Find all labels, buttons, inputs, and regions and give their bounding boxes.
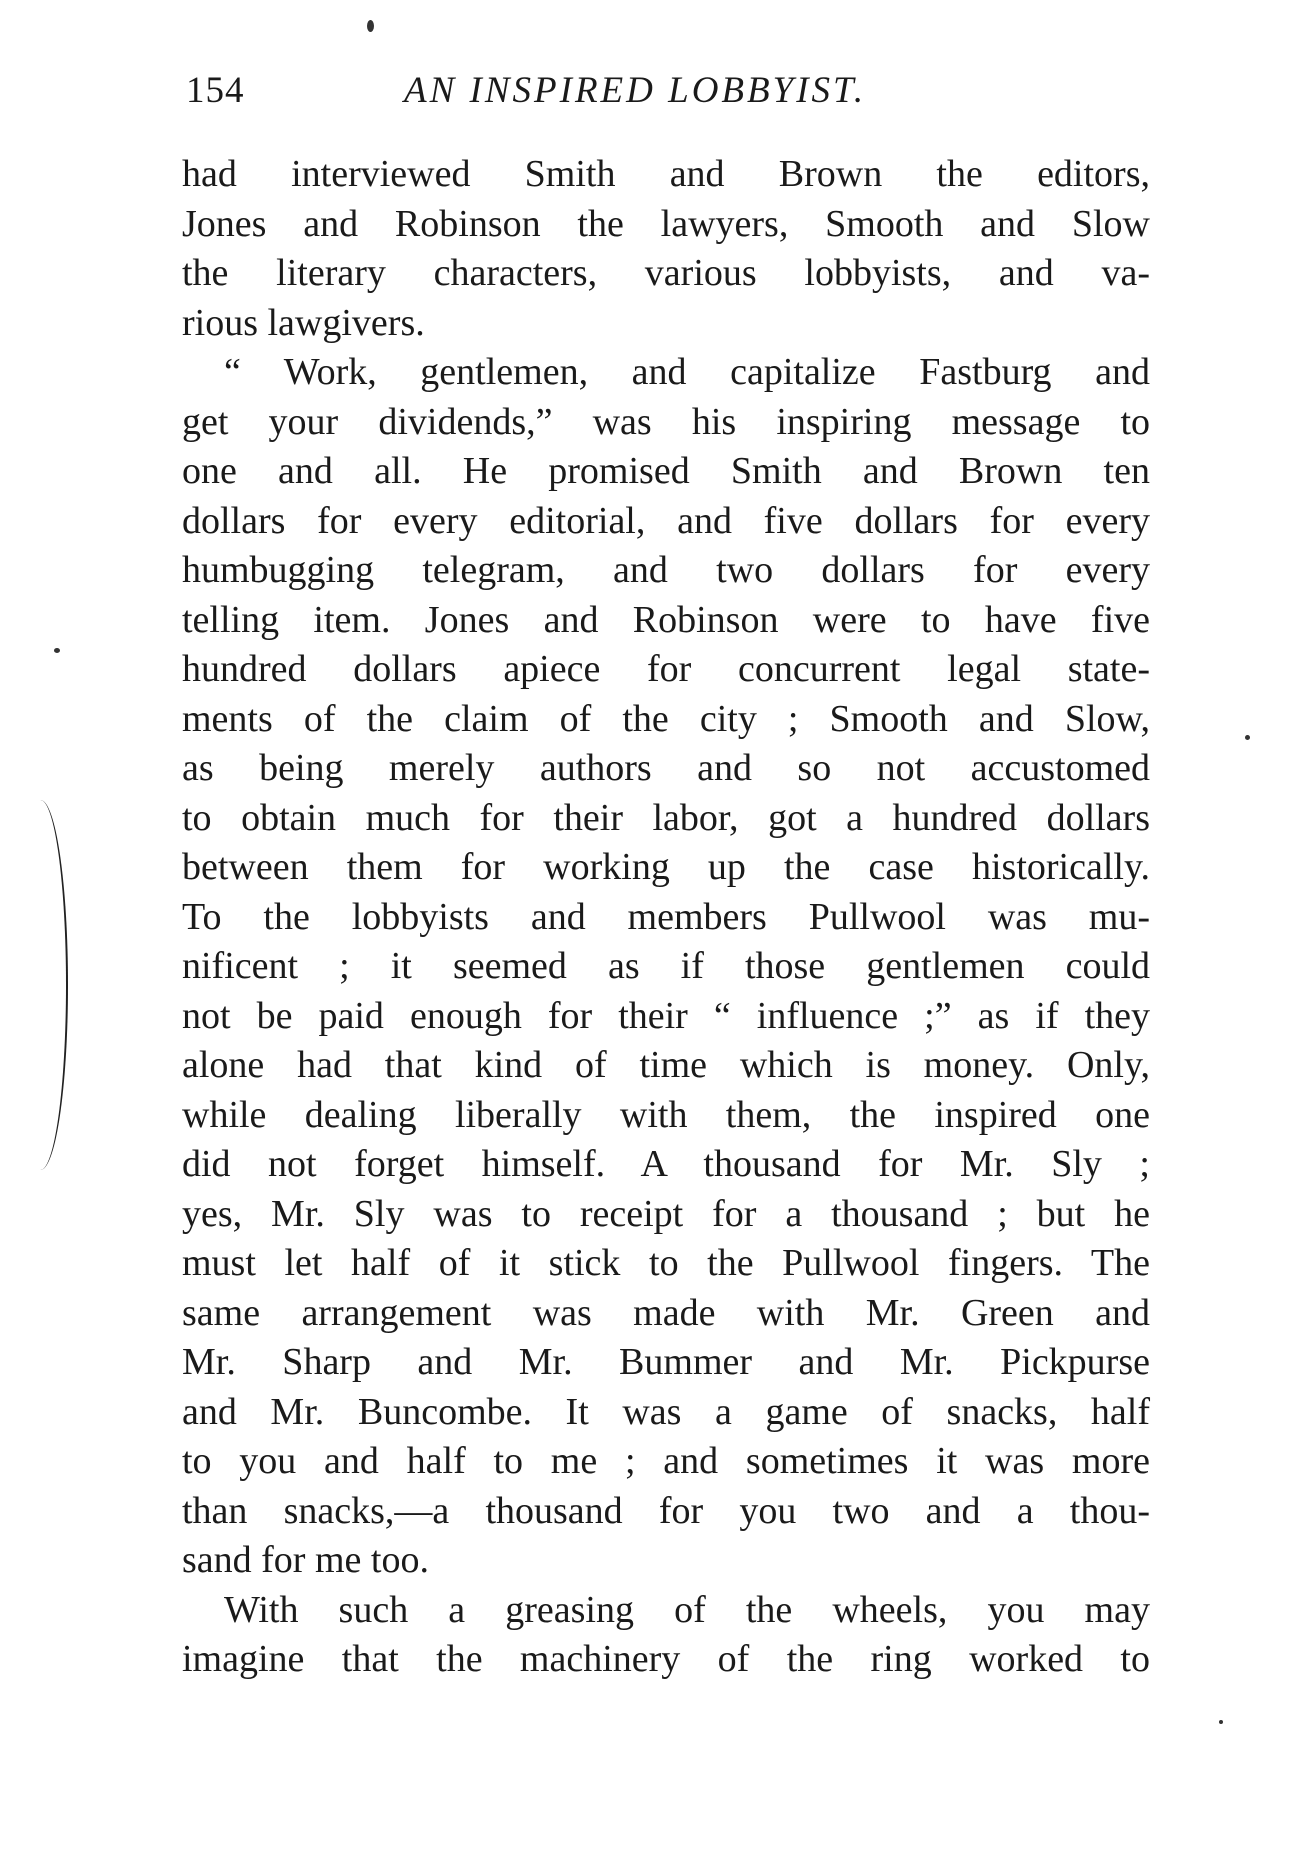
text-line: hundred dollars apiece for concurrent legal state- — [182, 648, 1150, 690]
page-header — [186, 66, 1161, 116]
text-line: Mr. Sharp and Mr. Bummer and Mr. Pickpurse — [182, 1341, 1150, 1383]
text-line: while dealing liberally with them, the inspired one — [182, 1093, 1150, 1136]
page-number: 154 — [186, 70, 245, 111]
text-line: telling item. Jones and Robinson were to have five — [182, 598, 1150, 641]
text-line: ments of the claim of the city ; Smooth and Slow, — [182, 697, 1150, 740]
text-line: dollars for every editorial, and five dollars for every — [182, 499, 1150, 542]
text-line: the literary charaсters, various lobbyists, and va- — [182, 252, 1150, 294]
text-line: between them for working up the case historically. — [182, 846, 1150, 888]
text-line: rious lawgivers. — [182, 301, 425, 344]
text-line: To the lobbyists and members Pullwool was mu- — [182, 895, 1150, 938]
text-line: Jones and Robinson the lawyers, Smooth and Slow — [182, 202, 1150, 245]
body-text — [182, 150, 1150, 1685]
text-line: did not forget himself. A thousand for Mr. Sly ; — [182, 1143, 1150, 1185]
text-line: not be paid enough for their “ influence ;” as if they — [182, 994, 1150, 1037]
text-line: must let half of it stick to the Pullwool fingers. The — [182, 1242, 1150, 1284]
ink-speck — [367, 20, 374, 32]
text-line: imagine that the machinery of the ring worked to — [182, 1638, 1150, 1680]
text-line: same arrangement was made with Mr. Green and — [182, 1291, 1150, 1334]
ink-speck — [1219, 1720, 1223, 1724]
text-line: to obtain much for their labor, got a hundred dollars — [182, 796, 1150, 839]
text-line: than snacks,—a thousand for you two and a thou- — [182, 1489, 1150, 1532]
ink-speck — [54, 648, 60, 653]
text-line: humbugging telegram, and two dollars for every — [182, 549, 1150, 591]
text-line: had interviewed Smith and Brown the editors, — [182, 153, 1150, 195]
margin-pencil-mark — [22, 800, 68, 1170]
text-line: one and all. He promised Smith and Brown ten — [182, 450, 1150, 492]
running-title: AN INSPIRED LOBBYIST. — [404, 70, 867, 111]
ink-speck — [1245, 735, 1250, 740]
text-line: sand for me too. — [182, 1539, 429, 1581]
text-line: to you and half to me ; and sometimes it was more — [182, 1440, 1150, 1482]
text-line: as being merely authors and so not accustomed — [182, 747, 1150, 789]
text-line: nificent ; it seemed as if those gentlemen could — [182, 945, 1150, 987]
text-line: yes, Mr. Sly was to receipt for a thousand ; but he — [182, 1192, 1150, 1235]
text-line: and Mr. Buncombe. It was a game of snacks, half — [182, 1390, 1150, 1433]
text-line: alone had that kind of time which is money. Only, — [182, 1044, 1150, 1086]
text-line: get your dividends,” was his inspiring message to — [182, 400, 1150, 443]
text-line: With such a greasing of the wheels, you may — [224, 1588, 1150, 1631]
text-line: “ Work, gentlemen, and capitalize Fastburg and — [224, 351, 1150, 393]
